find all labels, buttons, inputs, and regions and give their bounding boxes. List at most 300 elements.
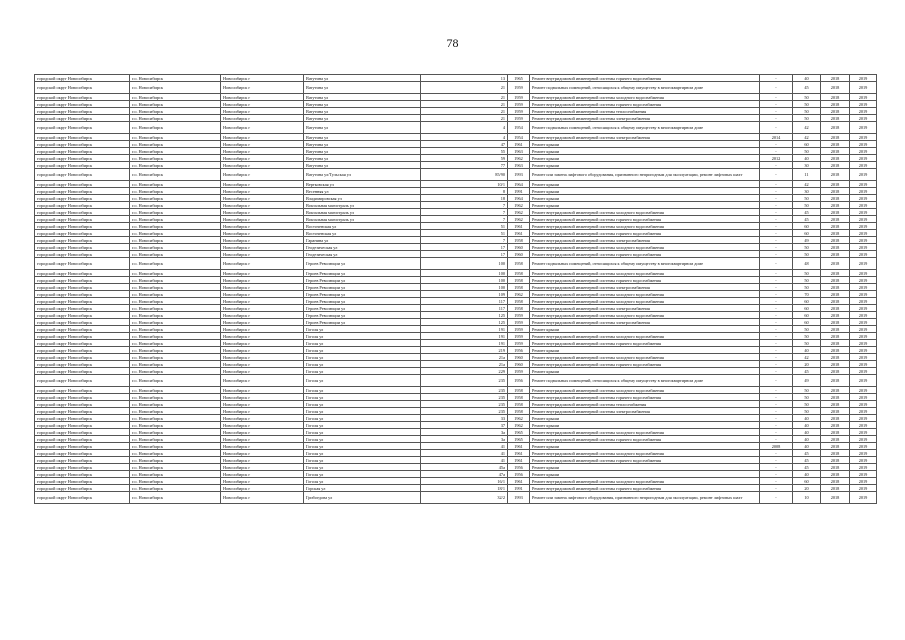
cell-prev-repair: - <box>760 319 793 326</box>
cell-wear: 50 <box>793 148 821 155</box>
cell-work-type: Ремонт внутридомовой инженерной системы холодного водоснабжения <box>530 94 760 101</box>
cell-district: г.о. Новосибирск <box>130 94 221 101</box>
cell-street: Гоголя ул <box>304 471 421 478</box>
cell-house: 13 <box>421 75 508 82</box>
table-row <box>35 408 877 415</box>
cell-municipality: городской округ Новосибирск <box>35 368 130 375</box>
cell-prev-repair: - <box>760 122 793 134</box>
cell-work-type: Ремонт крыши <box>530 155 760 162</box>
cell-wear: 40 <box>793 422 821 429</box>
cell-work-type: Ремонт внутридомовой инженерной системы горячего водоснабжения <box>530 251 760 258</box>
cell-street: Ватутина ул <box>304 141 421 148</box>
table-row <box>35 492 877 504</box>
cell-city: Новосибирск г <box>221 464 304 471</box>
cell-house: 100 <box>421 270 508 277</box>
cell-city: Новосибирск г <box>221 94 304 101</box>
cell-year: 1961 <box>508 457 530 464</box>
cell-city: Новосибирск г <box>221 305 304 312</box>
cell-end-year: 2019 <box>850 141 877 148</box>
cell-street: Героев Революции ул <box>304 298 421 305</box>
cell-year: 1962 <box>508 155 530 162</box>
cell-start-year: 2018 <box>821 492 850 504</box>
cell-start-year: 2018 <box>821 195 850 202</box>
cell-city: Новосибирск г <box>221 298 304 305</box>
table-row <box>35 122 877 134</box>
cell-start-year: 2018 <box>821 429 850 436</box>
cell-city: Новосибирск г <box>221 230 304 237</box>
cell-district: г.о. Новосибирск <box>130 375 221 387</box>
cell-district: г.о. Новосибирск <box>130 270 221 277</box>
cell-wear: 50 <box>793 284 821 291</box>
cell-municipality: городской округ Новосибирск <box>35 408 130 415</box>
cell-district: г.о. Новосибирск <box>130 188 221 195</box>
cell-house: 235 <box>421 375 508 387</box>
cell-district: г.о. Новосибирск <box>130 478 221 485</box>
cell-district: г.о. Новосибирск <box>130 223 221 230</box>
cell-wear: 50 <box>793 270 821 277</box>
cell-house: 100 <box>421 284 508 291</box>
cell-wear: 40 <box>793 429 821 436</box>
cell-street: Гоголя ул <box>304 354 421 361</box>
cell-city: Новосибирск г <box>221 188 304 195</box>
cell-municipality: городской округ Новосибирск <box>35 354 130 361</box>
cell-work-type: Ремонт внутридомовой инженерной системы горячего водоснабжения <box>530 436 760 443</box>
cell-municipality: городской округ Новосибирск <box>35 162 130 169</box>
cell-street: Вокзальная магистраль ул <box>304 209 421 216</box>
cell-work-type: Ремонт внутридомовой инженерной системы холодного водоснабжения <box>530 429 760 436</box>
cell-start-year: 2018 <box>821 237 850 244</box>
cell-municipality: городской округ Новосибирск <box>35 387 130 394</box>
cell-house: 45а <box>421 464 508 471</box>
cell-end-year: 2019 <box>850 230 877 237</box>
cell-work-type: Ремонт внутридомовой инженерной системы холодного водоснабжения <box>530 244 760 251</box>
cell-work-type: Ремонт внутридомовой инженерной системы холодного водоснабжения <box>530 298 760 305</box>
cell-street: Ватутина ул/Тульская ул <box>304 169 421 181</box>
cell-year: 1958 <box>508 277 530 284</box>
cell-prev-repair: - <box>760 162 793 169</box>
cell-work-type: Ремонт или замена лифтового оборудования, признанного непригодным для эксплуатации, ремонт лифтовых шахт <box>530 169 760 181</box>
cell-start-year: 2018 <box>821 223 850 230</box>
cell-street: Гоголя ул <box>304 333 421 340</box>
cell-wear: 42 <box>793 181 821 188</box>
cell-wear: 50 <box>793 108 821 115</box>
cell-work-type: Ремонт внутридомовой инженерной системы электроснабжения <box>530 305 760 312</box>
cell-district: г.о. Новосибирск <box>130 251 221 258</box>
cell-municipality: городской округ Новосибирск <box>35 347 130 354</box>
cell-street: Геодезическая ул <box>304 251 421 258</box>
cell-work-type: Ремонт внутридомовой инженерной системы горячего водоснабжения <box>530 101 760 108</box>
cell-work-type: Ремонт внутридомовой инженерной системы горячего водоснабжения <box>530 457 760 464</box>
cell-year: 1961 <box>508 223 530 230</box>
cell-start-year: 2018 <box>821 457 850 464</box>
cell-house: 235 <box>421 394 508 401</box>
table-row <box>35 162 877 169</box>
cell-district: г.о. Новосибирск <box>130 485 221 492</box>
cell-house: 59 <box>421 155 508 162</box>
cell-end-year: 2019 <box>850 94 877 101</box>
cell-district: г.о. Новосибирск <box>130 148 221 155</box>
cell-city: Новосибирск г <box>221 181 304 188</box>
cell-prev-repair: - <box>760 244 793 251</box>
cell-prev-repair: - <box>760 251 793 258</box>
cell-municipality: городской округ Новосибирск <box>35 181 130 188</box>
cell-prev-repair: - <box>760 169 793 181</box>
cell-district: г.о. Новосибирск <box>130 122 221 134</box>
cell-year: 1962 <box>508 291 530 298</box>
cell-year: 1958 <box>508 258 530 270</box>
cell-start-year: 2018 <box>821 312 850 319</box>
cell-year: 1965 <box>508 429 530 436</box>
cell-prev-repair: - <box>760 333 793 340</box>
cell-prev-repair: - <box>760 326 793 333</box>
cell-house: 191 <box>421 333 508 340</box>
cell-house: 21 <box>421 101 508 108</box>
cell-start-year: 2018 <box>821 394 850 401</box>
cell-year: 1956 <box>508 464 530 471</box>
cell-city: Новосибирск г <box>221 333 304 340</box>
cell-start-year: 2018 <box>821 155 850 162</box>
cell-start-year: 2018 <box>821 251 850 258</box>
cell-house: 235 <box>421 387 508 394</box>
cell-year: 1991 <box>508 485 530 492</box>
cell-start-year: 2018 <box>821 108 850 115</box>
cell-prev-repair: - <box>760 108 793 115</box>
table-row <box>35 115 877 122</box>
cell-wear: 60 <box>793 230 821 237</box>
table-row <box>35 443 877 450</box>
cell-start-year: 2018 <box>821 244 850 251</box>
cell-end-year: 2019 <box>850 162 877 169</box>
cell-prev-repair: - <box>760 115 793 122</box>
table-row <box>35 237 877 244</box>
cell-municipality: городской округ Новосибирск <box>35 141 130 148</box>
cell-work-type: Ремонт внутридомовой инженерной системы холодного водоснабжения <box>530 291 760 298</box>
cell-district: г.о. Новосибирск <box>130 195 221 202</box>
cell-district: г.о. Новосибирск <box>130 464 221 471</box>
cell-work-type: Ремонт внутридомовой инженерной системы холодного водоснабжения <box>530 209 760 216</box>
cell-prev-repair: - <box>760 298 793 305</box>
cell-street: Восточенская ул <box>304 230 421 237</box>
cell-year: 1954 <box>508 134 530 141</box>
cell-prev-repair: - <box>760 394 793 401</box>
table-row <box>35 394 877 401</box>
cell-street: Гоголя ул <box>304 394 421 401</box>
cell-district: г.о. Новосибирск <box>130 312 221 319</box>
cell-house: 17 <box>421 244 508 251</box>
cell-wear: 60 <box>793 298 821 305</box>
cell-district: г.о. Новосибирск <box>130 305 221 312</box>
table-row <box>35 340 877 347</box>
cell-municipality: городской округ Новосибирск <box>35 148 130 155</box>
table-row <box>35 94 877 101</box>
cell-municipality: городской округ Новосибирск <box>35 270 130 277</box>
cell-year: 1963 <box>508 162 530 169</box>
cell-house: 77 <box>421 162 508 169</box>
cell-district: г.о. Новосибирск <box>130 216 221 223</box>
cell-municipality: городской округ Новосибирск <box>35 216 130 223</box>
table-row <box>35 422 877 429</box>
cell-start-year: 2018 <box>821 368 850 375</box>
cell-end-year: 2019 <box>850 82 877 94</box>
cell-wear: 49 <box>793 375 821 387</box>
cell-municipality: городской округ Новосибирск <box>35 312 130 319</box>
cell-wear: 50 <box>793 333 821 340</box>
cell-end-year: 2019 <box>850 270 877 277</box>
cell-house: 7 <box>421 209 508 216</box>
cell-city: Новосибирск г <box>221 368 304 375</box>
cell-street: Гоголя ул <box>304 443 421 450</box>
cell-municipality: городской округ Новосибирск <box>35 258 130 270</box>
cell-year: 1965 <box>508 436 530 443</box>
cell-house: 117 <box>421 298 508 305</box>
cell-city: Новосибирск г <box>221 209 304 216</box>
cell-municipality: городской округ Новосибирск <box>35 291 130 298</box>
cell-district: г.о. Новосибирск <box>130 415 221 422</box>
cell-start-year: 2018 <box>821 230 850 237</box>
cell-wear: 50 <box>793 244 821 251</box>
cell-house: 7 <box>421 202 508 209</box>
cell-municipality: городской округ Новосибирск <box>35 450 130 457</box>
table-row <box>35 291 877 298</box>
cell-city: Новосибирск г <box>221 75 304 82</box>
cell-year: 1991 <box>508 188 530 195</box>
table-row <box>35 101 877 108</box>
cell-work-type: Ремонт крыши <box>530 422 760 429</box>
cell-wear: 60 <box>793 223 821 230</box>
cell-street: Гоголя ул <box>304 464 421 471</box>
cell-start-year: 2018 <box>821 401 850 408</box>
cell-wear: 40 <box>793 443 821 450</box>
cell-district: г.о. Новосибирск <box>130 422 221 429</box>
cell-street: Гоголя ул <box>304 326 421 333</box>
cell-district: г.о. Новосибирск <box>130 340 221 347</box>
cell-municipality: городской округ Новосибирск <box>35 244 130 251</box>
table-row <box>35 429 877 436</box>
cell-district: г.о. Новосибирск <box>130 284 221 291</box>
cell-wear: 42 <box>793 122 821 134</box>
cell-work-type: Ремонт внутридомовой инженерной системы электроснабжения <box>530 408 760 415</box>
cell-wear: 50 <box>793 115 821 122</box>
cell-work-type: Ремонт внутридомовой инженерной системы холодного водоснабжения <box>530 223 760 230</box>
cell-work-type: Ремонт внутридомовой инженерной системы электроснабжения <box>530 237 760 244</box>
cell-street: Ватутина ул <box>304 82 421 94</box>
cell-city: Новосибирск г <box>221 492 304 504</box>
cell-city: Новосибирск г <box>221 244 304 251</box>
cell-city: Новосибирск г <box>221 202 304 209</box>
cell-city: Новосибирск г <box>221 340 304 347</box>
cell-municipality: городской округ Новосибирск <box>35 223 130 230</box>
cell-house: 47а <box>421 471 508 478</box>
cell-work-type: Ремонт внутридомовой инженерной системы горячего водоснабжения <box>530 361 760 368</box>
cell-district: г.о. Новосибирск <box>130 162 221 169</box>
cell-year: 1960 <box>508 251 530 258</box>
cell-prev-repair: - <box>760 181 793 188</box>
cell-city: Новосибирск г <box>221 223 304 230</box>
cell-prev-repair: - <box>760 101 793 108</box>
cell-city: Новосибирск г <box>221 436 304 443</box>
table-row <box>35 471 877 478</box>
cell-municipality: городской округ Новосибирск <box>35 422 130 429</box>
cell-street: Гоголя ул <box>304 368 421 375</box>
cell-city: Новосибирск г <box>221 429 304 436</box>
cell-prev-repair: - <box>760 408 793 415</box>
cell-end-year: 2019 <box>850 202 877 209</box>
cell-end-year: 2019 <box>850 354 877 361</box>
cell-wear: 60 <box>793 312 821 319</box>
cell-end-year: 2019 <box>850 223 877 230</box>
cell-district: г.о. Новосибирск <box>130 291 221 298</box>
cell-wear: 70 <box>793 291 821 298</box>
cell-wear: 40 <box>793 155 821 162</box>
cell-city: Новосибирск г <box>221 251 304 258</box>
cell-work-type: Ремонт внутридомовой инженерной системы электроснабжения <box>530 319 760 326</box>
cell-year: 1993 <box>508 492 530 504</box>
cell-work-type: Ремонт внутридомовой инженерной системы горячего водоснабжения <box>530 340 760 347</box>
table-row <box>35 436 877 443</box>
table-row <box>35 401 877 408</box>
cell-end-year: 2019 <box>850 408 877 415</box>
cell-year: 1962 <box>508 422 530 429</box>
cell-municipality: городской округ Новосибирск <box>35 188 130 195</box>
cell-start-year: 2018 <box>821 216 850 223</box>
cell-end-year: 2019 <box>850 101 877 108</box>
table-row <box>35 375 877 387</box>
cell-end-year: 2019 <box>850 237 877 244</box>
cell-prev-repair: - <box>760 188 793 195</box>
cell-municipality: городской округ Новосибирск <box>35 319 130 326</box>
table-row <box>35 368 877 375</box>
table-row <box>35 155 877 162</box>
cell-district: г.о. Новосибирск <box>130 108 221 115</box>
cell-end-year: 2019 <box>850 387 877 394</box>
cell-house: 117 <box>421 305 508 312</box>
cell-district: г.о. Новосибирск <box>130 401 221 408</box>
cell-municipality: городской округ Новосибирск <box>35 471 130 478</box>
cell-street: Ватутина ул <box>304 94 421 101</box>
cell-district: г.о. Новосибирск <box>130 209 221 216</box>
cell-end-year: 2019 <box>850 361 877 368</box>
cell-start-year: 2018 <box>821 319 850 326</box>
cell-house: 100 <box>421 277 508 284</box>
cell-work-type: Ремонт крыши <box>530 443 760 450</box>
table-row <box>35 223 877 230</box>
cell-work-type: Ремонт подвальных помещений, относящихся к общему имуществу в многоквартирном доме <box>530 375 760 387</box>
cell-city: Новосибирск г <box>221 443 304 450</box>
cell-wear: 45 <box>793 82 821 94</box>
cell-street: Восточенская ул <box>304 223 421 230</box>
cell-start-year: 2018 <box>821 188 850 195</box>
cell-end-year: 2019 <box>850 450 877 457</box>
cell-wear: 45 <box>793 450 821 457</box>
cell-work-type: Ремонт подвальных помещений, относящихся к общему имуществу в многоквартирном доме <box>530 122 760 134</box>
cell-work-type: Ремонт внутридомовой инженерной системы электроснабжения <box>530 115 760 122</box>
cell-prev-repair: - <box>760 436 793 443</box>
cell-wear: 40 <box>793 347 821 354</box>
cell-year: 1962 <box>508 216 530 223</box>
cell-municipality: городской округ Новосибирск <box>35 237 130 244</box>
cell-city: Новосибирск г <box>221 169 304 181</box>
cell-house: 3а <box>421 436 508 443</box>
cell-work-type: Ремонт крыши <box>530 471 760 478</box>
cell-street: Гоголя ул <box>304 361 421 368</box>
cell-house: 21а <box>421 354 508 361</box>
cell-end-year: 2019 <box>850 312 877 319</box>
cell-house: 33 <box>421 415 508 422</box>
cell-municipality: городской округ Новосибирск <box>35 492 130 504</box>
cell-work-type: Ремонт внутридомовой инженерной системы горячего водоснабжения <box>530 75 760 82</box>
cell-end-year: 2019 <box>850 422 877 429</box>
cell-year: 1958 <box>508 305 530 312</box>
table-row <box>35 82 877 94</box>
cell-work-type: Ремонт внутридомовой инженерной системы теплоснабжения <box>530 401 760 408</box>
cell-house: 41 <box>421 450 508 457</box>
cell-prev-repair: - <box>760 485 793 492</box>
cell-house: 47 <box>421 141 508 148</box>
cell-municipality: городской округ Новосибирск <box>35 436 130 443</box>
cell-year: 1958 <box>508 387 530 394</box>
cell-city: Новосибирск г <box>221 471 304 478</box>
cell-prev-repair: - <box>760 415 793 422</box>
cell-wear: 30 <box>793 162 821 169</box>
cell-street: Ватутина ул <box>304 155 421 162</box>
cell-city: Новосибирск г <box>221 258 304 270</box>
cell-wear: 50 <box>793 340 821 347</box>
cell-city: Новосибирск г <box>221 312 304 319</box>
cell-work-type: Ремонт внутридомовой инженерной системы холодного водоснабжения <box>530 450 760 457</box>
table-row <box>35 312 877 319</box>
cell-city: Новосибирск г <box>221 82 304 94</box>
cell-year: 1959 <box>508 326 530 333</box>
cell-prev-repair: - <box>760 237 793 244</box>
cell-street: Гоголя ул <box>304 401 421 408</box>
cell-wear: 50 <box>793 408 821 415</box>
cell-start-year: 2018 <box>821 94 850 101</box>
cell-end-year: 2019 <box>850 195 877 202</box>
cell-city: Новосибирск г <box>221 457 304 464</box>
cell-district: г.о. Новосибирск <box>130 471 221 478</box>
cell-city: Новосибирск г <box>221 422 304 429</box>
cell-year: 1963 <box>508 148 530 155</box>
cell-prev-repair: - <box>760 422 793 429</box>
cell-house: 3а <box>421 429 508 436</box>
cell-municipality: городской округ Новосибирск <box>35 169 130 181</box>
cell-start-year: 2018 <box>821 258 850 270</box>
cell-municipality: городской округ Новосибирск <box>35 94 130 101</box>
cell-municipality: городской округ Новосибирск <box>35 202 130 209</box>
cell-house: 21 <box>421 94 508 101</box>
cell-year: 1960 <box>508 361 530 368</box>
cell-end-year: 2019 <box>850 436 877 443</box>
cell-prev-repair: - <box>760 464 793 471</box>
cell-end-year: 2019 <box>850 115 877 122</box>
cell-start-year: 2018 <box>821 277 850 284</box>
cell-house: 235 <box>421 401 508 408</box>
cell-start-year: 2018 <box>821 354 850 361</box>
cell-house: 229 <box>421 368 508 375</box>
cell-start-year: 2018 <box>821 464 850 471</box>
cell-municipality: городской округ Новосибирск <box>35 340 130 347</box>
cell-wear: 45 <box>793 457 821 464</box>
cell-start-year: 2018 <box>821 148 850 155</box>
cell-city: Новосибирск г <box>221 195 304 202</box>
cell-wear: 20 <box>793 485 821 492</box>
cell-work-type: Ремонт крыши <box>530 415 760 422</box>
cell-start-year: 2018 <box>821 305 850 312</box>
cell-street: Гоголя ул <box>304 408 421 415</box>
cell-prev-repair: - <box>760 216 793 223</box>
table-row <box>35 108 877 115</box>
cell-year: 1958 <box>508 298 530 305</box>
